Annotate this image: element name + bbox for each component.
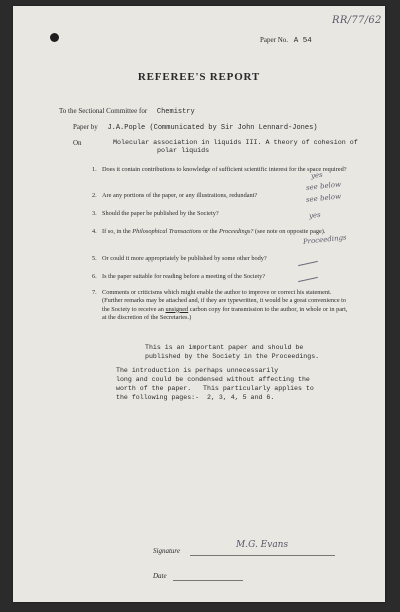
referee-report-sheet (13, 6, 385, 602)
question-text: Should the paper be published by the Society? (102, 210, 219, 217)
signature-line (190, 555, 335, 556)
answer-q2: see below (305, 192, 342, 204)
paper-by-label: Paper by (73, 123, 98, 131)
on-value-line2: polar liquids (157, 147, 210, 155)
question-number: 5. (92, 255, 97, 262)
answer-q1-see-below: see below (305, 180, 342, 192)
question-text: Is the paper suitable for reading before a meeting of the Society? (102, 273, 266, 280)
on-value (113, 139, 358, 155)
paper-number-label: Paper No. (260, 36, 288, 44)
paper-number (260, 36, 312, 45)
question-number: 3. (92, 210, 97, 217)
paper-by-value: J.A.Pople (Communicated by Sir John Lennard-Jones) (107, 124, 318, 132)
paper-by-row (73, 123, 318, 132)
question-text: Comments or criticisms which might enable the author to improve or correct his statement. (Further remarks may be attached and, if they are typewritten, it would be a great convenience to the Society to receive an (102, 289, 347, 313)
archive-reference: RR/77/62 (332, 15, 382, 26)
question-text: Or could it more appropriately be published by some other body? (102, 255, 267, 262)
committee-row (59, 107, 195, 116)
question-number: 7. (92, 289, 97, 296)
comment-paragraph-1: This is an important paper and should be published by the Society in the Proceedings. (145, 344, 320, 360)
question-text: carbon copy for transmission to the author, in whole or in part, at the discretion of the Secretaries.) (102, 305, 348, 321)
question-number: 1. (92, 166, 97, 173)
on-row (73, 139, 82, 147)
signature-label: Signature (153, 547, 180, 555)
question-text: or the (201, 228, 220, 235)
question-7 (92, 289, 352, 322)
signature-value: M.G. Evans (236, 540, 289, 550)
question-number: 4. (92, 228, 97, 235)
date-label: Date (153, 572, 167, 580)
committee-label: To the Sectional Committee for (59, 107, 148, 115)
committee-value: Chemistry (156, 108, 195, 116)
page-title: REFEREE'S REPORT (137, 71, 261, 83)
question-text: If so, in the (102, 228, 133, 235)
punch-hole (50, 33, 59, 42)
question-4 (92, 228, 352, 236)
question-text-italic: Proceedings? (219, 228, 254, 235)
question-text-italic: Philosophical Transactions (132, 228, 202, 235)
answer-q1: yes (310, 170, 324, 180)
paper-number-value: A 54 (293, 37, 312, 45)
question-text: (see note on opposite page). (253, 228, 326, 235)
answer-q3: yes (308, 210, 322, 220)
question-number: 2. (92, 192, 97, 199)
on-value-line1: Molecular association in liquids III. A theory of cohesion of (113, 139, 358, 147)
question-number: 6. (92, 273, 97, 280)
answer-q4: Proceedings (302, 233, 347, 246)
question-text-underlined: unsigned (165, 305, 189, 313)
question-text: Are any portions of the paper, or any illustrations, redundant? (102, 192, 258, 199)
on-label: On (73, 139, 82, 147)
date-line (173, 580, 243, 581)
comment-paragraph-2: The introduction is perhaps unnecessarily long and could be condensed without affecting the worth of the paper. This particularly applies to the following pages:- 2, 3, 4, 5 and 6. (116, 367, 314, 401)
question-text: Does it contain contributions to knowledge of sufficient scientific interest for the space required? (102, 166, 347, 173)
